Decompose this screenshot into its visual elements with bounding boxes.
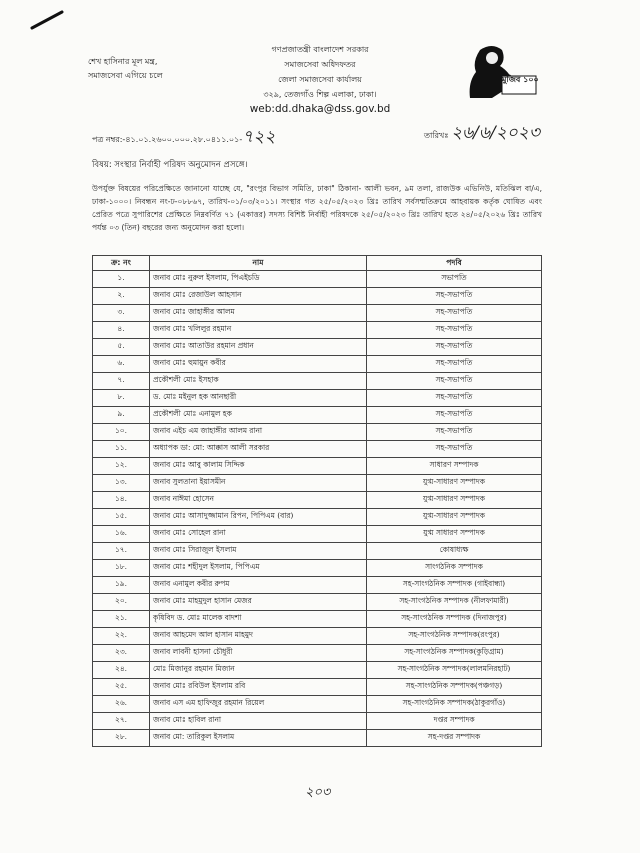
table-row xyxy=(93,696,542,713)
table-row xyxy=(93,594,542,611)
serial-cell: ২৬. xyxy=(93,696,150,713)
designation-cell: সভাপতি xyxy=(367,271,542,288)
office-website: web:dd.dhaka@dss.gov.bd xyxy=(249,103,391,115)
memo-date-label: তারিখঃ xyxy=(424,131,449,140)
member-name-cell: জনাব মোঃ আতাউর রহমান প্রধান xyxy=(150,339,367,356)
table-row xyxy=(93,322,542,339)
member-name-cell: জনাব মোঃ হুমায়ুন কবীর xyxy=(150,356,367,373)
table-row xyxy=(93,305,542,322)
table-row xyxy=(93,458,542,475)
logo-text: মুজিব ১০০ xyxy=(502,75,539,84)
serial-cell: ১. xyxy=(93,271,150,288)
serial-cell: ১৬. xyxy=(93,526,150,543)
portrait-logo-icon xyxy=(462,42,538,100)
serial-cell: ১৩. xyxy=(93,475,150,492)
designation-cell: সহ-সাংগঠনিক সম্পাদক(ঠাকুরগাঁও) xyxy=(367,696,542,713)
designation-cell: সহ-সাংগঠনিক সম্পাদক (গাইবান্ধা) xyxy=(367,577,542,594)
member-name-cell: জনাব লাবনী হাসনা চৌধুরী xyxy=(150,645,367,662)
designation-cell: সহ-সভাপতি xyxy=(367,305,542,322)
member-name-cell: জনাব মোঃ নুরুল ইসলাম, পিএইচডি xyxy=(150,271,367,288)
table-row xyxy=(93,662,542,679)
designation-cell: সাধারণ সম্পাদক xyxy=(367,458,542,475)
subject-line: বিষয়: সংস্থার নির্বাহী পরিষদ অনুমোদন প্রসঙ্গে। xyxy=(92,160,248,170)
member-name-cell: প্রকৌশলী মোঃ এনামুল হক xyxy=(150,407,367,424)
member-name-cell: জনাব মোঃ সোহেল রানা xyxy=(150,526,367,543)
table-row xyxy=(93,679,542,696)
office-line-district: জেলা সমাজসেবা কার্যালয় xyxy=(278,75,362,84)
member-name-cell: জনাব মোঃ রবিউল ইসলাম রবি xyxy=(150,679,367,696)
member-name-cell: জনাব মোঃ জাহাঙ্গীর আলম xyxy=(150,305,367,322)
designation-cell: সাংগঠনিক সম্পাদক xyxy=(367,560,542,577)
serial-cell: ২৭. xyxy=(93,713,150,730)
serial-cell: ২৫. xyxy=(93,679,150,696)
column-header-serial: ক্র: নং xyxy=(93,256,150,271)
table-row xyxy=(93,509,542,526)
designation-cell: সহ-সভাপতি xyxy=(367,390,542,407)
member-name-cell: মোঃ মিজানুর রহমান মিজান xyxy=(150,662,367,679)
table-row xyxy=(93,271,542,288)
designation-cell: যুগ্ম-সাধারণ সম্পাদক xyxy=(367,509,542,526)
table-row xyxy=(93,560,542,577)
serial-cell: ২২. xyxy=(93,628,150,645)
serial-cell: ৯. xyxy=(93,407,150,424)
serial-cell: ১৪. xyxy=(93,492,150,509)
memo-number-handwritten: ৭২২ xyxy=(242,127,276,147)
pen-scribble-mark xyxy=(28,6,68,34)
memo-date-handwritten: ২৬/৬/২০২৩ xyxy=(451,123,540,143)
table-row xyxy=(93,390,542,407)
member-name-cell: অধ্যাপক ডা: মো: আক্কাস আলী সরকার xyxy=(150,441,367,458)
designation-cell: সহ-সাংগঠনিক সম্পাদক(রংপুর) xyxy=(367,628,542,645)
designation-cell: সহ-সভাপতি xyxy=(367,373,542,390)
serial-cell: ২০. xyxy=(93,594,150,611)
designation-cell: সহ-সভাপতি xyxy=(367,441,542,458)
handwritten-mark: ২০৩ xyxy=(305,785,331,800)
table-row xyxy=(93,577,542,594)
table-row xyxy=(93,475,542,492)
table-row xyxy=(93,543,542,560)
designation-cell: সহ-সভাপতি xyxy=(367,407,542,424)
table-row xyxy=(93,407,542,424)
serial-cell: ৬. xyxy=(93,356,150,373)
designation-cell: সহ-সাংগঠনিক সম্পাদক (নীলফামারী) xyxy=(367,594,542,611)
member-name-cell: কৃষিবিদ ড. মোঃ মালেক বাদশা xyxy=(150,611,367,628)
office-line-address: ৩২৯, তেজগাঁও শিল্প এলাকা, ঢাকা। xyxy=(263,90,377,99)
serial-cell: ২৮. xyxy=(93,730,150,747)
table-row xyxy=(93,424,542,441)
member-name-cell: ড. মোঃ মইনুল হক আনছারী xyxy=(150,390,367,407)
table-row xyxy=(93,492,542,509)
member-name-cell: প্রকৌশলী মোঃ ইসহাক xyxy=(150,373,367,390)
serial-cell: ১৮. xyxy=(93,560,150,577)
serial-cell: ৫. xyxy=(93,339,150,356)
table-row xyxy=(93,713,542,730)
office-line-department: সমাজসেবা অধিদফতর xyxy=(284,60,356,69)
designation-cell: সহ-সাংগঠনিক সম্পাদক(পঞ্চগড়) xyxy=(367,679,542,696)
table-body xyxy=(93,271,542,747)
memo-date xyxy=(424,120,540,148)
executive-committee-table xyxy=(92,255,542,747)
member-name-cell: জনাব মোঃ হাবিল রানা xyxy=(150,713,367,730)
designation-cell: সহ-সভাপতি xyxy=(367,356,542,373)
designation-cell: যুগ্ম সাধারণ সম্পাদক xyxy=(367,526,542,543)
table-row xyxy=(93,730,542,747)
table-row xyxy=(93,339,542,356)
table-row xyxy=(93,526,542,543)
serial-cell: ১৭. xyxy=(93,543,150,560)
serial-cell: ১৫. xyxy=(93,509,150,526)
slogan-line-1: শেখ হাসিনার মূল মন্ত্র, xyxy=(88,57,158,66)
table-row xyxy=(93,373,542,390)
serial-cell: ২১. xyxy=(93,611,150,628)
serial-cell: ২. xyxy=(93,288,150,305)
serial-cell: ৪. xyxy=(93,322,150,339)
member-name-cell: জনাব আহমেদ আল হাসান মাহমুদ xyxy=(150,628,367,645)
memo-number xyxy=(92,124,275,152)
slogan xyxy=(88,55,163,83)
column-header-name: নাম xyxy=(150,256,367,271)
serial-cell: ৭. xyxy=(93,373,150,390)
column-header-designation: পদবি xyxy=(367,256,542,271)
table-row xyxy=(93,441,542,458)
serial-cell: ১১. xyxy=(93,441,150,458)
memo-number-label: পত্র নম্বর:-৪১.০১.২৬০০.০০০.২৮.০৪১১.০১- xyxy=(92,135,243,144)
member-name-cell: জনাব এইচ এম জাহাঙ্গীর আলম রানা xyxy=(150,424,367,441)
member-name-cell: জনাব মোঃ আবু কালাম সিদ্দিক xyxy=(150,458,367,475)
serial-cell: ৩. xyxy=(93,305,150,322)
designation-cell: সহ-সাংগঠনিক সম্পাদক(কুড়িগ্রাম) xyxy=(367,645,542,662)
serial-cell: ২৩. xyxy=(93,645,150,662)
office-line-govt: গণপ্রজাতন্ত্রী বাংলাদেশ সরকার xyxy=(271,45,369,54)
designation-cell: সহ-সভাপতি xyxy=(367,288,542,305)
member-name-cell: জনাব মোঃ খলিলুর রহমান xyxy=(150,322,367,339)
member-name-cell: জনাব এনামুল কবীর রুপম xyxy=(150,577,367,594)
designation-cell: যুগ্ম-সাধারণ সম্পাদক xyxy=(367,475,542,492)
member-name-cell: জনাব মোঃ শহীদুল ইসলাম, পিপিএম xyxy=(150,560,367,577)
member-name-cell: জনাব মোঃ সিরাজুল ইসলাম xyxy=(150,543,367,560)
designation-cell: সহ-দপ্তর সম্পাদক xyxy=(367,730,542,747)
designation-cell: যুগ্ম-সাধারণ সম্পাদক xyxy=(367,492,542,509)
slogan-line-2: সমাজসেবা এগিয়ে চলে xyxy=(88,71,163,80)
member-name-cell: জনাব মোঃ রেজাউল আহসান xyxy=(150,288,367,305)
designation-cell: সহ-সভাপতি xyxy=(367,339,542,356)
serial-cell: ১৯. xyxy=(93,577,150,594)
office-address-block xyxy=(230,42,410,117)
designation-cell: সহ-সাংগঠনিক সম্পাদক(লালমনিরহাট) xyxy=(367,662,542,679)
body-paragraph: উপর্যুক্ত বিষয়ের পরিপ্রেক্ষিতে জানানো যাচ্ছে যে, "রংপুর বিভাগ সমিতি, ঢাকা" ঠিকানা- আলী ভবন, ৯ম তলা, রাজউক এভিনিউ, মতিঝিল বা/এ, ঢাকা-১০০০। নিবন্ধন নং-ঢ-০৮৮৬৭, তারিখ-০১/০৩/২০১১। সংস্থার গত ২৫/০৫/২০২৩ খ্রিঃ তারিখ সর্বসম্মতিক্রমে আহবায়ক কর্তৃক ঘোষিত এবং প্রেরিত পত্রে সুপারিশের প্রেক্ষিতে নিম্নবর্ণিত ৭১ (একাত্তর) সদস্য বিশিষ্ট নির্বাহী পরিষদকে ২৫/০৫/২০২৩ খ্রিঃ তারিখ হতে ২৪/০৫/২০২৬ খ্রিঃ তারিখ পর্যন্ত ০৩ (তিন) বছরের জন্য অনুমোদন করা হলো। xyxy=(92,184,542,232)
table-row xyxy=(93,611,542,628)
designation-cell: সহ-সভাপতি xyxy=(367,424,542,441)
serial-cell: ৮. xyxy=(93,390,150,407)
table-row xyxy=(93,645,542,662)
table-row xyxy=(93,628,542,645)
member-name-cell: জনাব মোঃ মাহমুদুল হাসান মেজর xyxy=(150,594,367,611)
member-name-cell: জনাব এস এম হাফিজুর রহমান রিয়েল xyxy=(150,696,367,713)
member-name-cell: জনাব নাঈমা হোসেন xyxy=(150,492,367,509)
designation-cell: সহ-সাংগঠনিক সম্পাদক (দিনাজপুর) xyxy=(367,611,542,628)
member-name-cell: জনাব মো: তারিকুল ইসলাম xyxy=(150,730,367,747)
designation-cell: সহ-সভাপতি xyxy=(367,322,542,339)
serial-cell: ১২. xyxy=(93,458,150,475)
table-row xyxy=(93,356,542,373)
designation-cell: দপ্তর সম্পাদক xyxy=(367,713,542,730)
table-row xyxy=(93,288,542,305)
member-name-cell: জনাব সুলতানা ইয়াসমীন xyxy=(150,475,367,492)
member-name-cell: জনাব মোঃ আসাদুজ্জামান রিপন, পিপিএম (বার) xyxy=(150,509,367,526)
serial-cell: ২৪. xyxy=(93,662,150,679)
table-header-row xyxy=(93,256,542,271)
designation-cell: কোষাধ্যক্ষ xyxy=(367,543,542,560)
serial-cell: ১০. xyxy=(93,424,150,441)
